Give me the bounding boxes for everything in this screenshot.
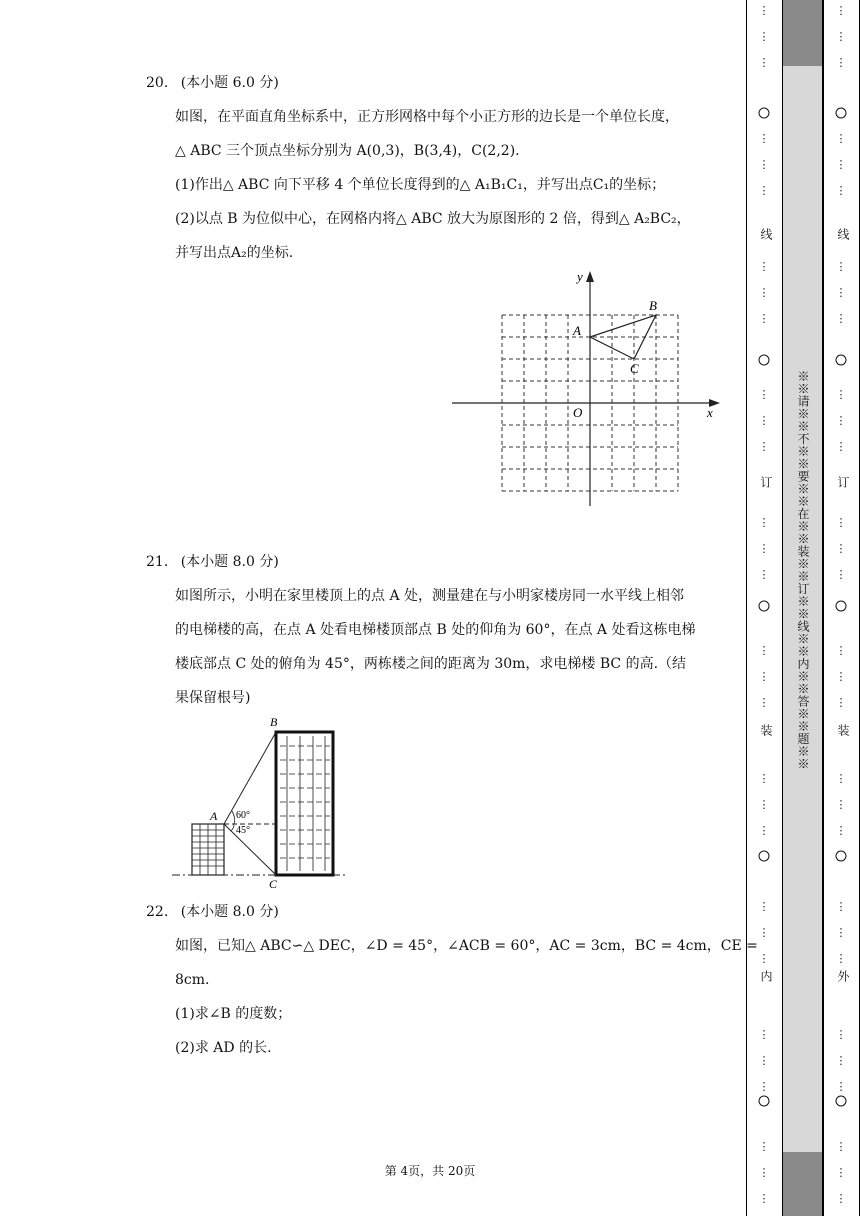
svg-text:⋮: ⋮ <box>835 260 847 273</box>
svg-text:⋮: ⋮ <box>835 56 847 69</box>
svg-text:⋮: ⋮ <box>835 4 847 17</box>
svg-text:⋮: ⋮ <box>835 542 847 555</box>
svg-text:⋮: ⋮ <box>758 772 770 785</box>
svg-text:⋮: ⋮ <box>835 184 847 197</box>
svg-text:⋮: ⋮ <box>835 1192 847 1205</box>
coordinate-grid-figure <box>450 266 725 511</box>
question-text-line: 如图所示，小明在家里楼顶上的点 A 处，测量建在与小明家楼房同一水平线上相邻 <box>175 588 685 604</box>
question-number: 20. <box>146 75 169 91</box>
question-text-line: (1)作出△ ABC 向下平移 4 个单位长度得到的△ A₁B₁C₁，并写出点C₁的坐标； <box>175 177 666 193</box>
svg-text:⋮: ⋮ <box>758 158 770 171</box>
svg-text:⋮: ⋮ <box>758 644 770 657</box>
angle-45-label: 45° <box>236 825 250 836</box>
svg-text:⋮: ⋮ <box>835 1140 847 1153</box>
question-21-header <box>146 553 279 571</box>
binding-mark-bind-outer: 装 <box>836 724 850 737</box>
question-score: (本小题 8.0 分) <box>180 904 279 920</box>
svg-text:⋮: ⋮ <box>835 696 847 709</box>
question-20-header <box>146 74 279 92</box>
svg-text:⋮: ⋮ <box>758 568 770 581</box>
binding-warning-text: ※※请※※不※※要※※在※※装※※订※※线※※内※※答※※题※※ <box>796 370 810 770</box>
svg-text:⋮: ⋮ <box>758 824 770 837</box>
svg-text:⋮: ⋮ <box>758 4 770 17</box>
buildings-figure <box>170 712 350 892</box>
binding-mark-order-outer: 订 <box>836 476 850 489</box>
svg-text:⋮: ⋮ <box>758 286 770 299</box>
svg-text:⋮: ⋮ <box>758 798 770 811</box>
svg-text:⋮: ⋮ <box>835 798 847 811</box>
question-number: 22. <box>146 904 169 920</box>
question-text-line: 并写出点A₂的坐标. <box>175 245 294 261</box>
svg-text:⋮: ⋮ <box>758 670 770 683</box>
binding-mark-inner: 内 <box>759 970 773 983</box>
question-text-line: (2)求 AD 的长. <box>175 1040 272 1056</box>
svg-text:⋮: ⋮ <box>758 56 770 69</box>
svg-text:⋮: ⋮ <box>758 30 770 43</box>
svg-text:⋮: ⋮ <box>835 1166 847 1179</box>
svg-text:⋮: ⋮ <box>835 900 847 913</box>
svg-text:⋮: ⋮ <box>758 1192 770 1205</box>
binding-mark-line-inner: 线 <box>759 228 773 241</box>
svg-text:⋮: ⋮ <box>835 670 847 683</box>
svg-text:⋮: ⋮ <box>758 516 770 529</box>
svg-text:⋮: ⋮ <box>835 824 847 837</box>
svg-text:⋮: ⋮ <box>758 542 770 555</box>
point-c-label: C <box>630 361 639 376</box>
question-text-line: 如图，在平面直角坐标系中，正方形网格中每个小正方形的边长是一个单位长度， <box>175 109 679 125</box>
y-axis-label: y <box>577 269 583 284</box>
svg-text:⋮: ⋮ <box>758 414 770 427</box>
question-score: (本小题 8.0 分) <box>180 554 279 570</box>
page-footer: 第 4页，共 20页 <box>384 1164 476 1178</box>
question-score: (本小题 6.0 分) <box>180 75 279 91</box>
binding-mark-bind-inner: 装 <box>759 724 773 737</box>
svg-text:⋮: ⋮ <box>758 952 770 965</box>
svg-text:⋮: ⋮ <box>835 568 847 581</box>
svg-text:⋮: ⋮ <box>835 286 847 299</box>
question-text-line: 8cm. <box>175 972 210 988</box>
svg-text:⋮: ⋮ <box>758 440 770 453</box>
svg-text:⋮: ⋮ <box>835 388 847 401</box>
svg-text:⋮: ⋮ <box>758 312 770 325</box>
svg-text:⋮: ⋮ <box>758 696 770 709</box>
svg-text:⋮: ⋮ <box>758 1028 770 1041</box>
question-text-line: △ ABC 三个顶点坐标分别为 A(0,3)，B(3,4)，C(2,2). <box>175 143 520 159</box>
svg-text:⋮: ⋮ <box>758 184 770 197</box>
origin-label: O <box>573 405 583 420</box>
svg-text:⋮: ⋮ <box>758 1054 770 1067</box>
svg-text:⋮: ⋮ <box>758 1140 770 1153</box>
binding-mark-line-outer: 线 <box>836 228 850 241</box>
svg-text:⋮: ⋮ <box>835 30 847 43</box>
svg-text:⋮: ⋮ <box>835 952 847 965</box>
x-axis-label: x <box>707 405 713 420</box>
svg-text:⋮: ⋮ <box>835 1028 847 1041</box>
question-text-line: (2)以点 B 为位似中心，在网格内将△ ABC 放大为原图形的 2 倍，得到△ A₂BC₂， <box>175 211 691 227</box>
question-text-line: (1)求∠B 的度数； <box>175 1006 292 1022</box>
point-a-label: A <box>210 809 218 823</box>
svg-text:⋮: ⋮ <box>835 158 847 171</box>
svg-text:⋮: ⋮ <box>835 1054 847 1067</box>
binding-mark-order-inner: 订 <box>759 476 773 489</box>
svg-text:⋮: ⋮ <box>758 900 770 913</box>
svg-text:⋮: ⋮ <box>835 440 847 453</box>
question-number: 21. <box>146 554 169 570</box>
question-22-header <box>146 903 279 921</box>
svg-text:⋮: ⋮ <box>758 260 770 273</box>
binding-mark-outer: 外 <box>836 970 850 983</box>
svg-text:⋮: ⋮ <box>835 132 847 145</box>
question-text-line: 楼底部点 C 处的俯角为 45°，两栋楼之间的距离为 30m，求电梯楼 BC 的高.（结 <box>175 656 687 672</box>
svg-text:⋮: ⋮ <box>758 388 770 401</box>
svg-text:⋮: ⋮ <box>835 414 847 427</box>
svg-text:⋮: ⋮ <box>835 1080 847 1093</box>
svg-text:⋮: ⋮ <box>835 772 847 785</box>
point-b-label: B <box>270 715 278 729</box>
question-text-line: 果保留根号) <box>175 690 251 706</box>
svg-text:⋮: ⋮ <box>758 1080 770 1093</box>
svg-text:⋮: ⋮ <box>758 1166 770 1179</box>
svg-text:⋮: ⋮ <box>835 516 847 529</box>
question-text-line: 的电梯楼的高，在点 A 处看电梯楼顶部点 B 处的仰角为 60°，在点 A 处看这栋电梯 <box>175 622 696 638</box>
svg-text:⋮: ⋮ <box>835 644 847 657</box>
svg-text:⋮: ⋮ <box>835 312 847 325</box>
point-a-label: A <box>573 323 581 338</box>
question-text-line: 如图，已知△ ABC∽△ DEC，∠D = 45°，∠ACB = 60°，AC = 3cm，BC = 4cm，CE = <box>175 938 758 954</box>
point-c-label: C <box>269 877 278 891</box>
point-b-label: B <box>649 298 657 313</box>
angle-60-label: 60° <box>236 810 250 821</box>
svg-text:⋮: ⋮ <box>835 926 847 939</box>
svg-text:⋮: ⋮ <box>758 132 770 145</box>
svg-text:⋮: ⋮ <box>758 926 770 939</box>
